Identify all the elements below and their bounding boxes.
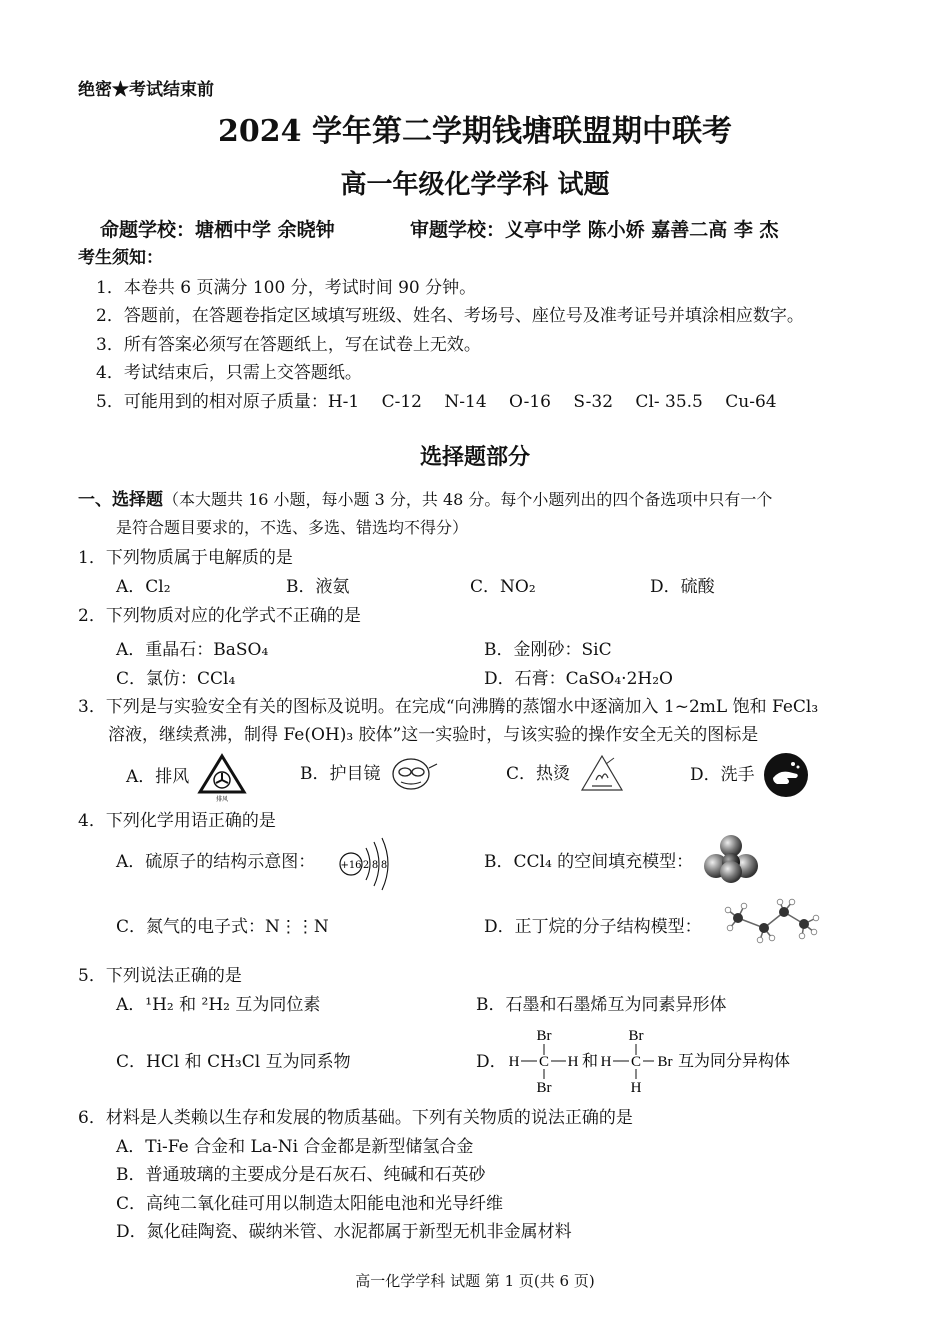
exhaust-fan-icon: [197, 752, 247, 802]
q6-option-d: D．氮化硅陶瓷、碳纳米管、水泥都属于新型无机非金属材料: [116, 1222, 572, 1242]
q3-option-a-label: A．排风: [126, 766, 190, 787]
q3-option-a: [126, 752, 247, 802]
secret-label: 绝密★考试结束前: [78, 80, 214, 100]
q3-option-d: [690, 752, 809, 798]
n-butane-ball-stick-model: [720, 896, 824, 946]
q1-option-a: A．Cl₂: [116, 577, 171, 597]
q3-stem-2: 溶液，继续煮沸，制得 Fe(OH)₃ 胶体”这一实验时，与该实验的操作安全无关的图标是: [108, 725, 759, 745]
notice-item: 1．本卷共 6 页满分 100 分，考试时间 90 分钟。: [96, 278, 477, 298]
s1-top-atom: Br: [536, 1028, 552, 1044]
page-footer: 高一化学学科 试题 第 1 页(共 6 页): [355, 1272, 595, 1290]
s2-right-atom: Br: [657, 1054, 673, 1070]
q1-stem: 1．下列物质属于电解质的是: [78, 548, 293, 568]
s2-left-atom: H: [600, 1054, 612, 1070]
part1-desc-2: 是符合题目要求的，不选、多选、错选均不得分）: [116, 518, 469, 537]
shell-count: 2: [362, 860, 370, 871]
notice-heading: 考生须知：: [78, 248, 163, 268]
s1-bottom-atom: Br: [536, 1080, 552, 1096]
s1-right-atom: H: [567, 1054, 579, 1070]
q4-option-d: D．正丁烷的分子结构模型：: [484, 917, 702, 937]
q4-option-a: A．硫原子的结构示意图：: [116, 852, 316, 872]
goggles-icon: [389, 752, 439, 796]
ccl4-space-filling-model: [702, 832, 760, 884]
q6-option-a: A．Ti-Fe 合金和 La-Ni 合金都是新型储氢合金: [116, 1137, 474, 1157]
q1-option-b: B．液氨: [286, 577, 350, 597]
q2-stem: 2．下列物质对应的化学式不正确的是: [78, 606, 361, 626]
s1-center-atom: C: [538, 1054, 550, 1070]
hot-surface-icon: [578, 752, 626, 796]
notice-item: 4．考试结束后，只需上交答题纸。: [96, 363, 362, 383]
q3-option-c-label: C．热烫: [506, 763, 571, 784]
q3-option-c: [506, 752, 626, 796]
q1-option-c: C．NO₂: [470, 577, 536, 597]
sulfur-atom-diagram: [336, 836, 396, 892]
nucleus-charge: +16: [340, 860, 362, 871]
q5-d-suffix: 互为同分异构体: [678, 1051, 791, 1070]
q4-option-b: B．CCl₄ 的空间填充模型：: [484, 852, 694, 872]
q3-stem: 3．下列是与实验安全有关的图标及说明。在完成“向沸腾的蒸馏水中逐滴加入 1~2mL 饱和 FeCl₃: [78, 697, 819, 717]
q4-stem: 4．下列化学用语正确的是: [78, 811, 276, 831]
notice-item: 5．可能用到的相对原子质量：H-1 C-12 N-14 O-16 S-32 Cl- 35.5 Cu-64: [96, 392, 777, 412]
q1-option-d: D．硫酸: [650, 577, 715, 597]
part1-desc: （本大题共 16 小题，每小题 3 分，共 48 分。每个小题列出的四个备选项中只有一个: [163, 490, 773, 509]
q3-option-d-label: D．洗手: [690, 764, 755, 785]
part1-label: 一、选择题: [78, 490, 163, 510]
q2-option-a: A．重晶石：BaSO₄: [116, 640, 269, 660]
q5-d-and: 和: [581, 1051, 599, 1070]
s2-top-atom: Br: [628, 1028, 644, 1044]
q2-option-c: C．氯仿：CCl₄: [116, 669, 236, 689]
notice-item: 2．答题前，在答题卷指定区域填写班级、姓名、考场号、座位号及准考证号并填涂相应数字。: [96, 306, 804, 326]
exam-title: 2024 学年第二学期钱塘联盟期中联考: [218, 114, 732, 149]
shell-count: 8: [371, 860, 379, 871]
fan-caption: 排风: [216, 796, 229, 802]
q5-option-c: C．HCl 和 CH₃Cl 互为同系物: [116, 1052, 351, 1072]
q4-option-c: C．氮气的电子式：N⋮⋮N: [116, 917, 329, 937]
s1-left-atom: H: [508, 1054, 520, 1070]
reviewer-school: 审题学校：义亭中学 陈小娇 嘉善二高 李 杰: [410, 219, 779, 241]
q5-option-d-prefix: D．: [476, 1052, 507, 1072]
q3-option-b-label: B．护目镜: [300, 763, 381, 784]
shell-count: 8: [380, 860, 388, 871]
s2-center-atom: C: [630, 1054, 642, 1070]
q5-option-a: A．¹H₂ 和 ²H₂ 互为同位素: [116, 995, 321, 1015]
s2-bottom-atom: H: [630, 1080, 642, 1096]
q6-option-c: C．高纯二氧化硅可用以制造太阳能电池和光导纤维: [116, 1194, 504, 1214]
exam-subtitle: 高一年级化学学科 试题: [340, 170, 610, 200]
author-school: 命题学校：塘栖中学 余晓钟: [100, 219, 335, 241]
part1-heading: [78, 490, 772, 510]
q6-stem: 6．材料是人类赖以生存和发展的物质基础。下列有关物质的说法正确的是: [78, 1108, 633, 1128]
dibromomethane-structures: [504, 1024, 804, 1096]
q2-option-d: D．石膏：CaSO₄·2H₂O: [484, 669, 673, 689]
q6-option-b: B．普通玻璃的主要成分是石灰石、纯碱和石英砂: [116, 1165, 486, 1185]
q3-option-b: [300, 752, 439, 796]
q5-option-b: B．石墨和石墨烯互为同素异形体: [476, 995, 727, 1015]
q2-option-b: B．金刚砂：SiC: [484, 640, 612, 660]
notice-item: 3．所有答案必须写在答题纸上，写在试卷上无效。: [96, 335, 481, 355]
q5-stem: 5．下列说法正确的是: [78, 966, 242, 986]
section-title: 选择题部分: [419, 444, 530, 470]
hand-wash-icon: [763, 752, 809, 798]
